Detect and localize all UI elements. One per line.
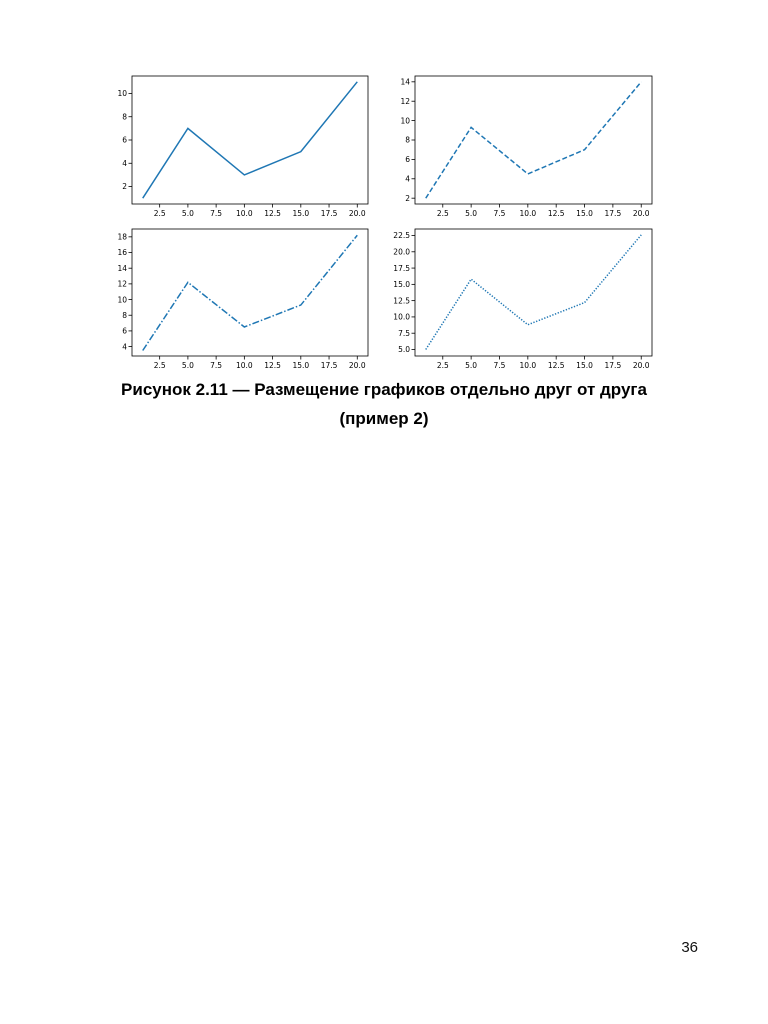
x-tick-label: 5.0 [181,209,194,218]
y-tick-label: 18 [117,232,127,242]
x-tick-label: 2.5 [436,361,449,370]
chart-bottom-right [375,229,656,378]
y-tick-label: 22.5 [393,231,410,241]
x-tick-label: 17.5 [320,209,338,218]
x-tick-label: 7.5 [493,361,506,370]
y-tick-label: 15.0 [393,280,410,290]
plot-frame [415,229,652,356]
y-tick-label: 10 [117,295,127,305]
y-tick-label: 6 [405,155,410,165]
x-tick-label: 2.5 [436,209,449,218]
chart-top-left [92,76,372,226]
x-tick-label: 10.0 [519,209,537,218]
x-tick-label: 7.5 [493,209,506,218]
x-tick-label: 10.0 [236,209,253,218]
plot-frame [415,76,652,204]
y-tick-label: 17.5 [393,263,410,273]
x-tick-label: 7.5 [210,361,223,370]
series-line [426,235,641,350]
x-tick-label: 5.0 [465,209,478,218]
y-tick-label: 7.5 [398,328,410,338]
x-tick-label: 17.5 [604,361,622,370]
y-tick-label: 10.0 [393,312,410,322]
y-tick-label: 10 [400,116,410,126]
x-tick-label: 20.0 [632,209,650,218]
y-tick-label: 16 [117,248,127,258]
x-tick-label: 12.5 [264,361,281,370]
x-tick-label: 5.0 [181,361,194,370]
y-tick-label: 2 [405,193,410,203]
y-tick-label: 12.5 [393,296,410,306]
x-tick-label: 5.0 [465,361,478,370]
y-tick-label: 14 [400,77,410,87]
x-tick-label: 20.0 [348,209,366,218]
x-tick-label: 17.5 [320,361,338,370]
y-tick-label: 20.0 [393,247,410,257]
series-line [143,82,358,198]
chart-top-right [375,76,656,226]
x-tick-label: 17.5 [604,209,622,218]
y-tick-label: 4 [122,342,127,352]
x-tick-label: 15.0 [292,209,310,218]
y-tick-label: 10 [117,89,127,99]
x-tick-label: 20.0 [632,361,650,370]
x-tick-label: 12.5 [547,209,565,218]
y-tick-label: 12 [400,96,410,106]
plot-frame [132,76,368,204]
series-line [426,82,641,198]
y-tick-label: 2 [122,182,127,192]
x-tick-label: 15.0 [576,209,593,218]
plot-frame [132,229,368,356]
x-tick-label: 2.5 [153,361,166,370]
y-tick-label: 12 [117,279,127,289]
y-tick-label: 5.0 [398,345,410,355]
x-tick-label: 10.0 [519,361,537,370]
x-tick-label: 7.5 [210,209,223,218]
figure-caption-line-2: (пример 2) [339,409,429,428]
chart-bottom-left [92,229,372,378]
x-tick-label: 12.5 [264,209,281,218]
x-tick-label: 12.5 [547,361,565,370]
figure-caption-line-1: Рисунок 2.11 — Размещение графиков отдельно друг от друга [121,380,647,399]
y-tick-label: 4 [122,158,127,168]
y-tick-label: 8 [122,310,127,320]
y-tick-label: 6 [122,326,127,336]
x-tick-label: 15.0 [292,361,310,370]
y-tick-label: 8 [122,112,127,122]
y-tick-label: 8 [405,135,410,145]
y-tick-label: 14 [117,263,127,273]
series-line [143,235,358,350]
y-tick-label: 6 [122,135,127,145]
y-tick-label: 4 [405,174,410,184]
x-tick-label: 2.5 [153,209,166,218]
x-tick-label: 10.0 [236,361,253,370]
page-number: 36 [681,939,698,956]
x-tick-label: 15.0 [576,361,593,370]
x-tick-label: 20.0 [348,361,366,370]
